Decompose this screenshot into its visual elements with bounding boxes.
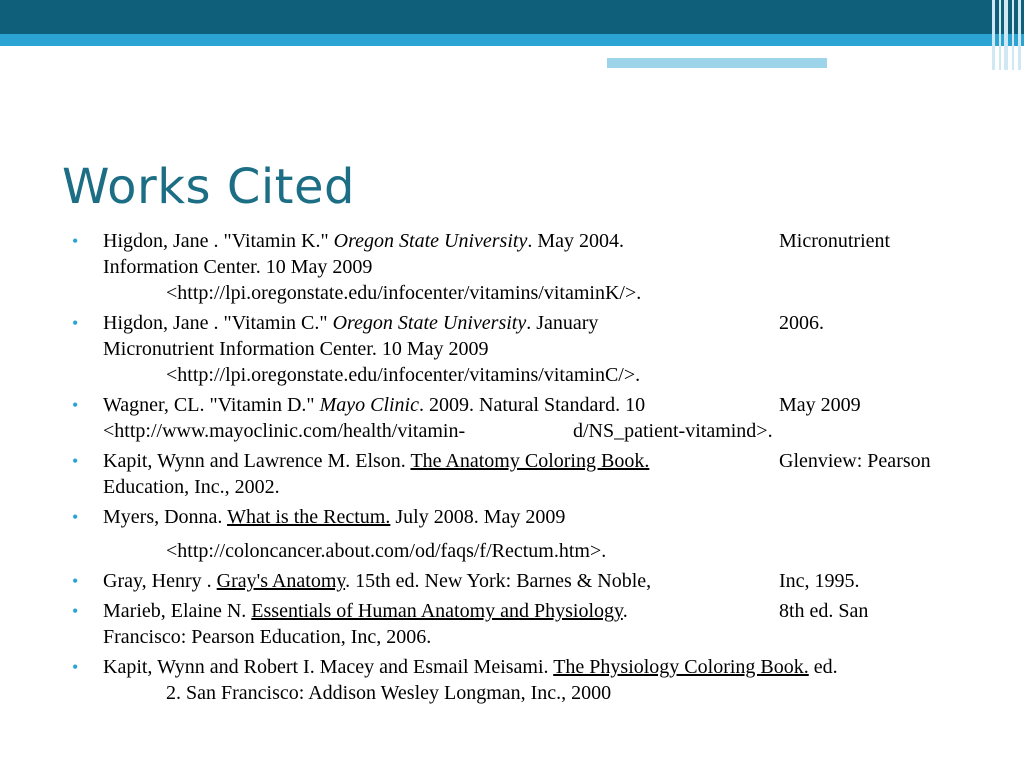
reference-item <box>72 392 972 444</box>
citation-text: Wagner, CL. "Vitamin D." <box>103 394 320 416</box>
citation-source: Oregon State University <box>332 312 527 334</box>
citation-text: 2. San Francisco: Addison Wesley Longman, Inc., 2000 <box>166 682 612 704</box>
references-list <box>72 228 972 710</box>
citation-text: Glenview: Pearson <box>779 450 931 472</box>
citation-url: <http://www.mayoclinic.com/health/vitamin- <box>103 420 466 442</box>
citation-text: Micronutrient <box>779 230 891 252</box>
citation-text: July 2008. May 2009 <box>390 506 566 528</box>
citation-text: 2006. <box>779 312 824 334</box>
header-stripes <box>988 0 1024 70</box>
citation-text: Micronutrient Information Center. 10 May 2009 <box>103 338 489 360</box>
header-band-bright <box>0 34 1024 46</box>
header-band-dark <box>0 0 1024 34</box>
citation-text: Francisco: Pearson Education, Inc, 2006. <box>103 626 432 648</box>
citation-url: d/NS_patient-vitamind>. <box>573 420 773 442</box>
citation-text: Gray, Henry . <box>103 570 217 592</box>
citation-text: Marieb, Elaine N. <box>103 600 252 622</box>
citation-text: ed. <box>808 656 838 678</box>
citation-text: Higdon, Jane . "Vitamin K." <box>103 230 334 252</box>
citation-title: Essentials of Human Anatomy and Physiology <box>251 600 623 622</box>
reference-item <box>72 568 972 594</box>
reference-item <box>72 228 972 306</box>
reference-item <box>72 310 972 388</box>
citation-title: What is the Rectum. <box>227 506 391 528</box>
citation-url: <http://coloncancer.about.com/od/faqs/f/Rectum.htm>. <box>166 540 607 562</box>
citation-text: May 2009 <box>779 394 861 416</box>
header-accent-bar <box>607 58 827 68</box>
citation-text: . 2009. Natural Standard. 10 <box>419 394 646 416</box>
citation-url: <http://lpi.oregonstate.edu/infocenter/vitamins/vitaminK/>. <box>166 282 642 304</box>
citation-source: Mayo Clinic <box>319 394 419 416</box>
citation-text: Myers, Donna. <box>103 506 228 528</box>
citation-source: Oregon State University <box>333 230 528 252</box>
citation-text: 8th ed. San <box>779 600 869 622</box>
reference-item <box>72 598 972 650</box>
citation-text: Inc, 1995. <box>779 570 860 592</box>
citation-text: Kapit, Wynn and Robert I. Macey and Esmail Meisami. <box>103 656 554 678</box>
citation-url: <http://lpi.oregonstate.edu/infocenter/vitamins/vitaminC/>. <box>166 364 641 386</box>
citation-text: Education, Inc., 2002. <box>103 476 280 498</box>
reference-item <box>72 504 972 564</box>
citation-text: . <box>622 600 628 622</box>
citation-text: . January <box>526 312 599 334</box>
citation-text: . 15th ed. New York: Barnes & Noble, <box>345 570 652 592</box>
citation-text: Kapit, Wynn and Lawrence M. Elson. <box>103 450 411 472</box>
reference-item <box>72 448 972 500</box>
citation-title: The Physiology Coloring Book. <box>553 656 809 678</box>
slide-title: Works Cited <box>62 159 355 215</box>
citation-text: Higdon, Jane . "Vitamin C." <box>103 312 333 334</box>
reference-item <box>72 654 972 706</box>
citation-title: Gray's Anatomy <box>216 570 346 592</box>
citation-title: The Anatomy Coloring Book. <box>410 450 650 472</box>
citation-text: . May 2004. <box>527 230 624 252</box>
citation-text: Information Center. 10 May 2009 <box>103 256 373 278</box>
